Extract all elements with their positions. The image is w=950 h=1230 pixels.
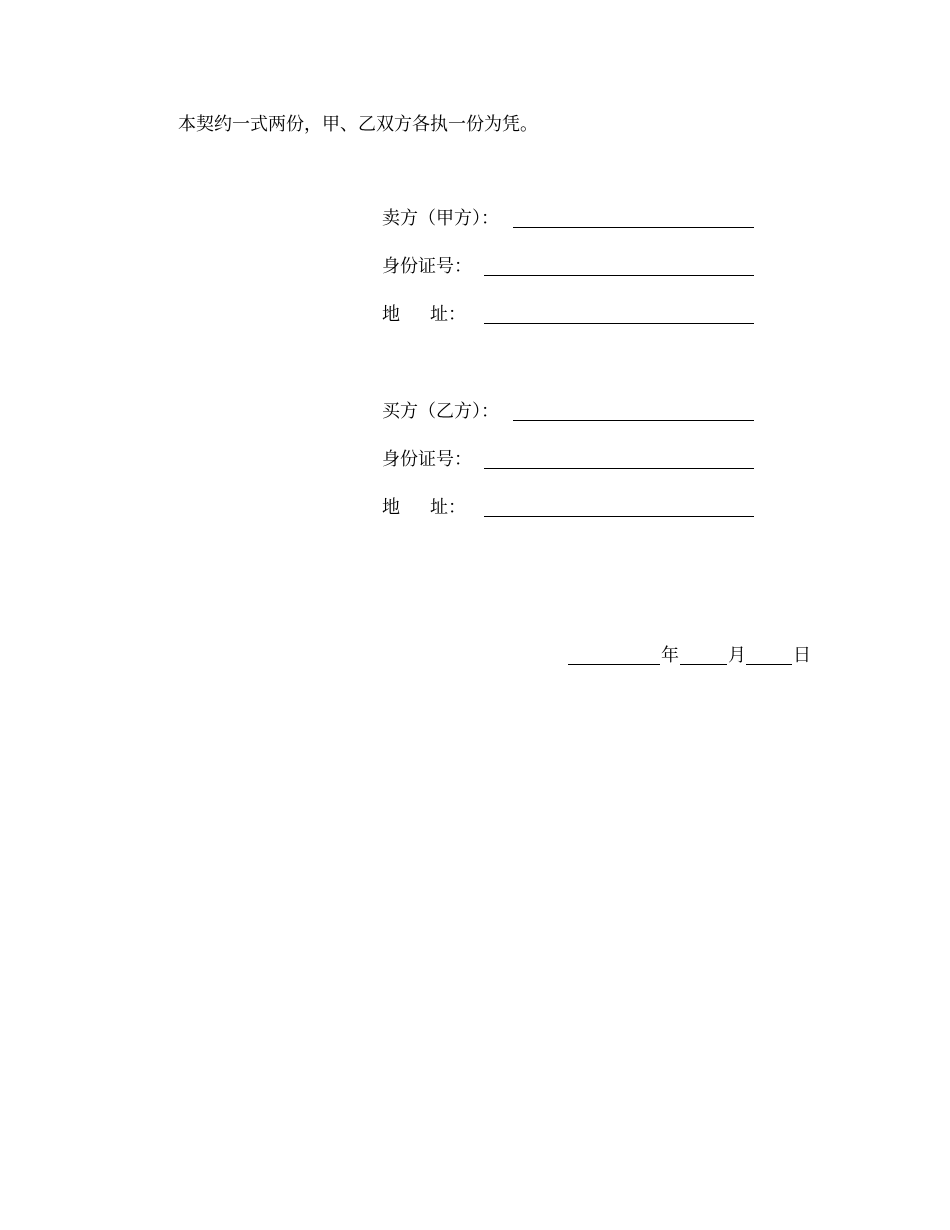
buyer-address-row xyxy=(382,496,754,522)
year-blank[interactable] xyxy=(568,664,660,665)
contract-copies-statement: 本契约一式两份，甲、乙双方各执一份为凭。 xyxy=(178,114,538,135)
day-label: 日 xyxy=(793,645,811,666)
seller-name-blank[interactable] xyxy=(513,227,754,228)
seller-address-row xyxy=(382,303,754,329)
day-blank[interactable] xyxy=(746,664,792,665)
buyer-address-label-char-1: 地 xyxy=(382,497,400,518)
seller-address-label-char-2: 址： xyxy=(430,304,466,325)
seller-address-label-char-1: 地 xyxy=(382,304,400,325)
buyer-name-row xyxy=(382,400,754,426)
seller-address-blank[interactable] xyxy=(484,323,754,324)
seller-id-blank[interactable] xyxy=(484,275,754,276)
buyer-name-blank[interactable] xyxy=(513,420,754,421)
buyer-id-row xyxy=(382,448,754,474)
seller-name-row xyxy=(382,207,754,233)
buyer-address-label xyxy=(382,496,466,520)
seller-id-row xyxy=(382,255,754,281)
month-label: 月 xyxy=(728,645,746,666)
buyer-address-label-char-2: 址： xyxy=(430,497,466,518)
seller-party-label: 卖方（甲方）： xyxy=(382,208,499,229)
seller-address-label xyxy=(382,303,466,327)
year-label: 年 xyxy=(661,645,679,666)
month-blank[interactable] xyxy=(680,664,727,665)
seller-id-label: 身份证号： xyxy=(382,256,472,277)
buyer-id-blank[interactable] xyxy=(484,468,754,469)
buyer-id-label: 身份证号： xyxy=(382,449,472,470)
buyer-address-blank[interactable] xyxy=(484,516,754,517)
signing-date-row xyxy=(568,644,818,670)
buyer-party-label: 买方（乙方）： xyxy=(382,401,499,422)
